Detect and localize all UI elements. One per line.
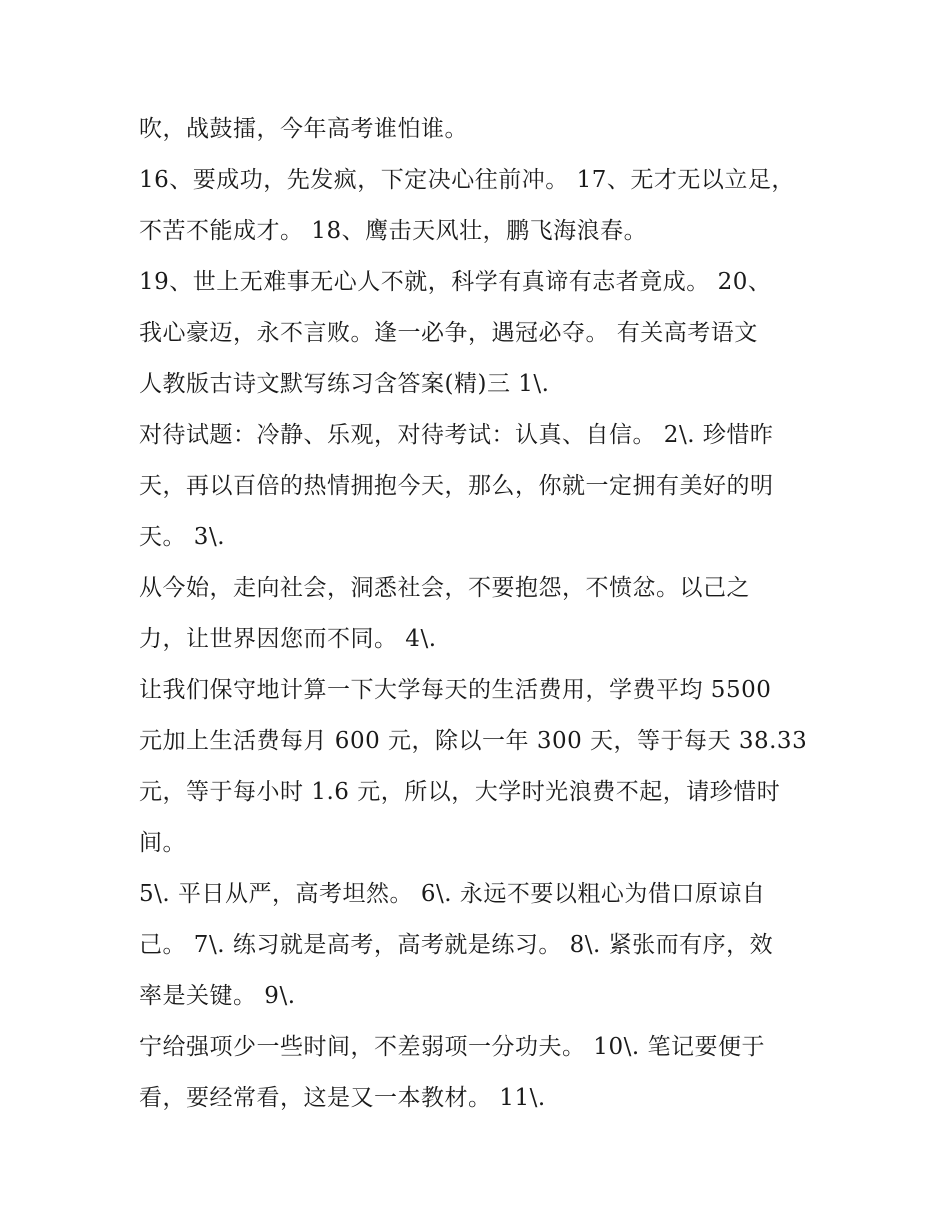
- text-line: 间。: [139, 830, 186, 856]
- text-line: 己。 7\. 练习就是高考，高考就是练习。 8\. 紧张而有序，效: [139, 932, 774, 958]
- document-body: [139, 108, 829, 1128]
- text-line: 让我们保守地计算一下大学每天的生活费用，学费平均 5500: [139, 677, 772, 703]
- text-line: 元，等于每小时 1.6 元，所以，大学时光浪费不起，请珍惜时: [139, 779, 781, 805]
- text-line: 吹，战鼓擂，今年高考谁怕谁。: [139, 116, 468, 142]
- text-line: 从今始，走向社会，洞悉社会，不要抱怨，不愤忿。以己之: [139, 575, 750, 601]
- text-line: 力，让世界因您而不同。 4\.: [139, 626, 437, 652]
- text-line: 我心豪迈，永不言败。逢一必争，遇冠必夺。 有关高考语文: [139, 320, 758, 346]
- text-line: 天。 3\.: [139, 524, 226, 550]
- text-line: 看，要经常看，这是又一本教材。 11\.: [139, 1085, 546, 1111]
- text-line: 宁给强项少一些时间，不差弱项一分功夫。 10\. 笔记要便于: [139, 1034, 765, 1060]
- text-line: 不苦不能成才。 18、鹰击天风壮，鹏飞海浪春。: [139, 218, 648, 244]
- text-line: 率是关键。 9\.: [139, 983, 296, 1009]
- text-line: 19、世上无难事无心人不就，科学有真谛有志者竟成。 20、: [139, 269, 772, 295]
- text-line: 人教版古诗文默写练习含答案(精)三 1\.: [139, 371, 550, 397]
- text-line: 5\. 平日从严，高考坦然。 6\. 永远不要以粗心为借口原谅自: [139, 881, 766, 907]
- text-line: 元加上生活费每月 600 元，除以一年 300 天，等于每天 38.33: [139, 728, 808, 754]
- text-line: 16、要成功，先发疯，下定决心往前冲。 17、无才无以立足，: [139, 167, 795, 193]
- text-line: 对待试题：冷静、乐观，对待考试：认真、自信。 2\. 珍惜昨: [139, 422, 774, 448]
- text-line: 天，再以百倍的热情拥抱今天，那么，你就一定拥有美好的明: [139, 473, 774, 499]
